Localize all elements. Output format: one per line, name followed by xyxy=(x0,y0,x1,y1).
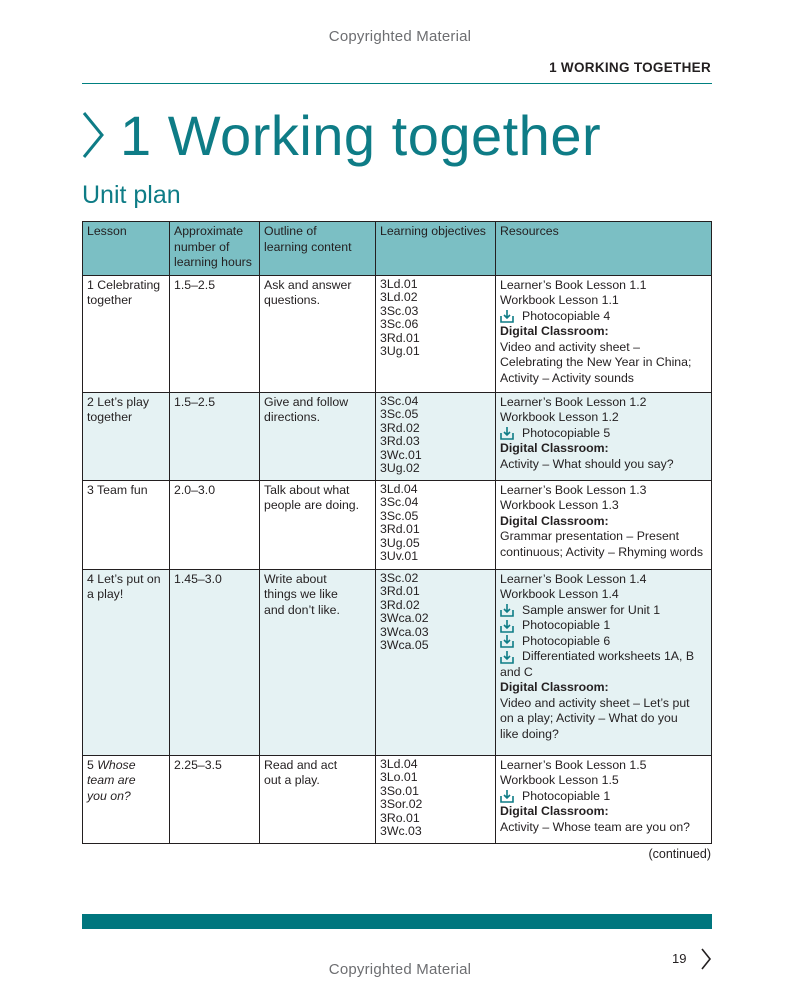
table-row xyxy=(83,569,712,755)
chapter-title xyxy=(80,100,601,170)
table-header-row xyxy=(83,222,712,276)
digital-classroom-label: Digital Classroom: xyxy=(500,680,609,694)
digital-classroom-label: Digital Classroom: xyxy=(500,804,609,818)
hours-cell: 1.45–3.0 xyxy=(170,569,260,755)
outline-cell: Read and act out a play. xyxy=(260,755,376,843)
objectives-cell: 3Ld.04 3Sc.04 3Sc.05 3Rd.01 3Ug.05 3Uv.01 xyxy=(376,480,496,569)
outline-cell: Ask and answer questions. xyxy=(260,275,376,392)
resources-cell: Learner’s Book Lesson 1.1 Workbook Lesson 1.1 Photocopiable 4 Digital Classroom: Video and activity sheet – Celebrating the New Year in China; Activity – Activity sounds xyxy=(496,275,712,392)
download-resource[interactable]: Differentiated worksheets 1A, B xyxy=(500,649,708,665)
chevron-right-icon xyxy=(80,109,106,161)
header-approx-hours: Approximate number of learning hours xyxy=(170,222,260,276)
resources-cell: Learner’s Book Lesson 1.2 Workbook Lesson 1.2 Photocopiable 5 Digital Classroom: Activity – What should you say? xyxy=(496,392,712,480)
objectives-cell: 3Sc.04 3Sc.05 3Rd.02 3Rd.03 3Wc.01 3Ug.02 xyxy=(376,392,496,480)
download-icon xyxy=(500,650,514,664)
lesson-cell: 4 Let’s put on a play! xyxy=(83,569,170,755)
download-icon xyxy=(500,603,514,617)
running-head: 1 WORKING TOGETHER xyxy=(549,60,711,75)
resources-cell: Learner’s Book Lesson 1.5 Workbook Lesson 1.5 Photocopiable 1 Digital Classroom: Activity – Whose team are you on? xyxy=(496,755,712,843)
lesson-cell: 3 Team fun xyxy=(83,480,170,569)
download-resource[interactable]: Sample answer for Unit 1 xyxy=(500,603,708,619)
outline-cell: Write about things we like and don’t like. xyxy=(260,569,376,755)
resources-cell: Learner’s Book Lesson 1.3 Workbook Lesson 1.3 Digital Classroom: Grammar presentation – Present continuous; Activity – Rhyming words xyxy=(496,480,712,569)
section-title: Unit plan xyxy=(82,181,181,209)
download-resource[interactable]: Photocopiable 1 xyxy=(500,789,708,805)
continued-note: (continued) xyxy=(648,847,711,861)
lesson-cell: 1 Celebrating together xyxy=(83,275,170,392)
download-icon xyxy=(500,634,514,648)
objectives-cell: 3Ld.01 3Ld.02 3Sc.03 3Sc.06 3Rd.01 3Ug.01 xyxy=(376,275,496,392)
hours-cell: 1.5–2.5 xyxy=(170,275,260,392)
outline-cell: Give and follow directions. xyxy=(260,392,376,480)
header-resources: Resources xyxy=(496,222,712,276)
watermark-top: Copyrighted Material xyxy=(328,28,472,45)
digital-classroom-label: Digital Classroom: xyxy=(500,324,609,338)
download-icon xyxy=(500,789,514,803)
download-icon xyxy=(500,309,514,323)
unit-plan-table xyxy=(82,221,712,844)
objectives-cell: 3Sc.02 3Rd.01 3Rd.02 3Wca.02 3Wca.03 3Wca.05 xyxy=(376,569,496,755)
outline-cell: Talk about what people are doing. xyxy=(260,480,376,569)
lesson-cell: 2 Let’s play together xyxy=(83,392,170,480)
hours-cell: 2.25–3.5 xyxy=(170,755,260,843)
lesson-cell: 5 Whose team are you on? xyxy=(83,755,170,843)
digital-classroom-label: Digital Classroom: xyxy=(500,513,609,528)
footer-bar xyxy=(82,914,712,929)
objectives-cell: 3Ld.04 3Lo.01 3So.01 3Sor.02 3Ro.01 3Wc.03 xyxy=(376,755,496,843)
hours-cell: 1.5–2.5 xyxy=(170,392,260,480)
table-row xyxy=(83,480,712,569)
page-number: 19 xyxy=(672,951,687,966)
download-icon xyxy=(500,426,514,440)
header-rule xyxy=(82,83,712,84)
download-resource[interactable]: Photocopiable 6 xyxy=(500,634,708,650)
download-resource[interactable]: Photocopiable 4 xyxy=(500,309,708,325)
download-resource[interactable]: Photocopiable 5 xyxy=(500,426,708,442)
table-row xyxy=(83,392,712,480)
chapter-title-text: 1 Working together xyxy=(120,103,602,167)
hours-cell: 2.0–3.0 xyxy=(170,480,260,569)
header-lesson: Lesson xyxy=(83,222,170,276)
header-outline: Outline of learning content xyxy=(260,222,376,276)
header-objectives: Learning objectives xyxy=(376,222,496,276)
table-row xyxy=(83,755,712,843)
watermark-bottom: Copyrighted Material xyxy=(328,961,472,978)
table-row xyxy=(83,275,712,392)
download-icon xyxy=(500,619,514,633)
download-resource[interactable]: Photocopiable 1 xyxy=(500,618,708,634)
resources-cell: Learner’s Book Lesson 1.4 Workbook Lesson 1.4 Sample answer for Unit 1 Photocopiable 1 Photocopiable 6 Differentiated worksheets 1A, B and C Digital Classroom: Video and activity sheet – Let’s put on a play; Activity – What do you like doing? xyxy=(496,569,712,755)
digital-classroom-label: Digital Classroom: xyxy=(500,441,609,455)
